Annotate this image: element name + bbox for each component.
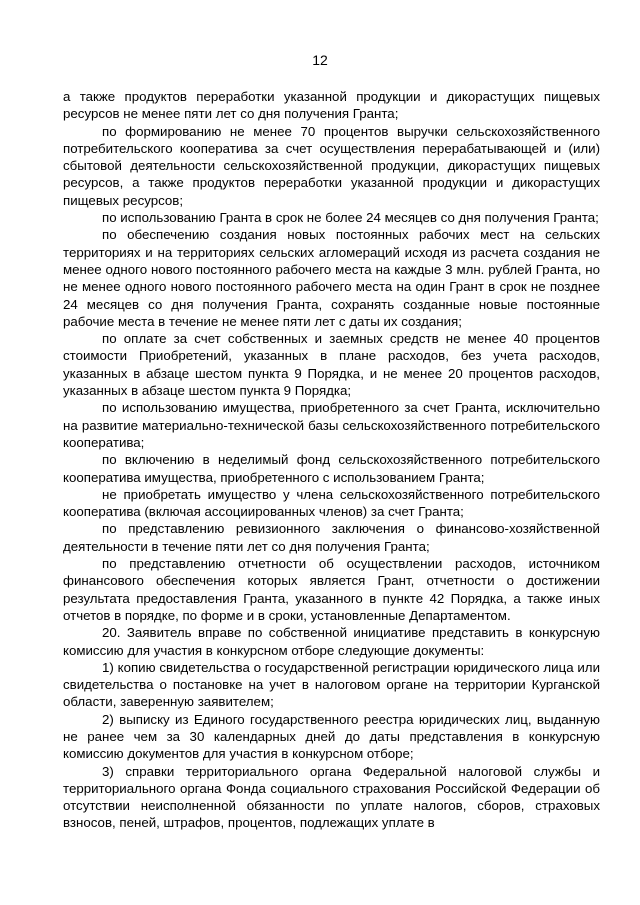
document-body (63, 88, 600, 832)
paragraph: не приобретать имущество у члена сельскохозяйственного потребительского кооператива (включая ассоциированных членов) за счет Гранта; (63, 486, 600, 520)
paragraph: по использованию Гранта в срок не более 24 месяцев со дня получения Гранта; (102, 210, 599, 226)
paragraph: по включению в неделимый фонд сельскохозяйственного потребительского кооператива имущества, приобретенного с использованием Гранта; (63, 452, 600, 485)
paragraph: 20. Заявитель вправе по собственной инициативе представить в конкурсную комиссию для участия в конкурсном отборе следующие документы: (63, 625, 600, 658)
list-item: 1) копию свидетельства о государственной регистрации юридического лица или свидетельства о постановке на учет в налоговом органе на территории Курганской области, заверенную заявителем; (63, 659, 600, 710)
paragraph: а также продуктов переработки указанной продукции и дикорастущих пищевых ресурсов не менее пяти лет со дня получения Гранта; (63, 89, 600, 122)
paragraph: по обеспечению создания новых постоянных рабочих мест на сельских территориях и на территориях сельских агломераций исходя из расчета создания не менее одного нового постоянного рабочего места на каждые 3 млн. рублей Гранта, но не менее одного нового постоянного рабочего места на один Грант в срок не позднее 24 месяцев со дня получения Гранта, сохранять созданные новые постоянные рабочие места в течение не менее пяти лет с даты их создания; (63, 227, 600, 329)
page-number: 12 (312, 52, 328, 68)
paragraph: по представлению ревизионного заключения о финансово-хозяйственной деятельности в течение пяти лет со дня получения Гранта; (63, 521, 600, 554)
paragraph: по формированию не менее 70 процентов выручки сельскохозяйственного потребительского кооператива за счет осуществления перерабатывающей и (или) сбытовой деятельности сельскохозяйственной продукции, дикорастущих пищевых ресурсов, а также продуктов переработки указанной продукции и дикорастущих пищевых ресурсов; (63, 123, 600, 208)
paragraph: по использованию имущества, приобретенного за счет Гранта, исключительно на развитие материально-технической базы сельскохозяйственного потребительского кооператива; (63, 400, 600, 450)
list-item: 3) справки территориального органа Федеральной налоговой службы и территориального органа Фонда социального страхования Российской Федерации об отсутствии неисполненной обязанности по уплате налогов, сборов, страховых взносов, пеней, штрафов, процентов, подлежащих уплате в (63, 763, 600, 831)
paragraph: по оплате за счет собственных и заемных средств не менее 40 процентов стоимости Приобретений, указанных в плане расходов, без учета расходов, указанных в абзаце шестом пункта 9 Порядка, и не менее 20 процентов расходов, указанных в абзаце шестом пункта 9 Порядка; (63, 331, 600, 399)
paragraph: по представлению отчетности об осуществлении расходов, источником финансового обеспечения которых является Грант, отчетности о достижении результата предоставления Гранта, указанного в пункте 42 Порядка, а также иных отчетов в порядке, по форме и в сроки, установленные Департаментом. (63, 556, 600, 623)
list-item: 2) выписку из Единого государственного реестра юридических лиц, выданную не ранее чем за 30 календарных дней до даты представления в конкурсную комиссию документов для участия в конкурсном отборе; (63, 711, 600, 762)
